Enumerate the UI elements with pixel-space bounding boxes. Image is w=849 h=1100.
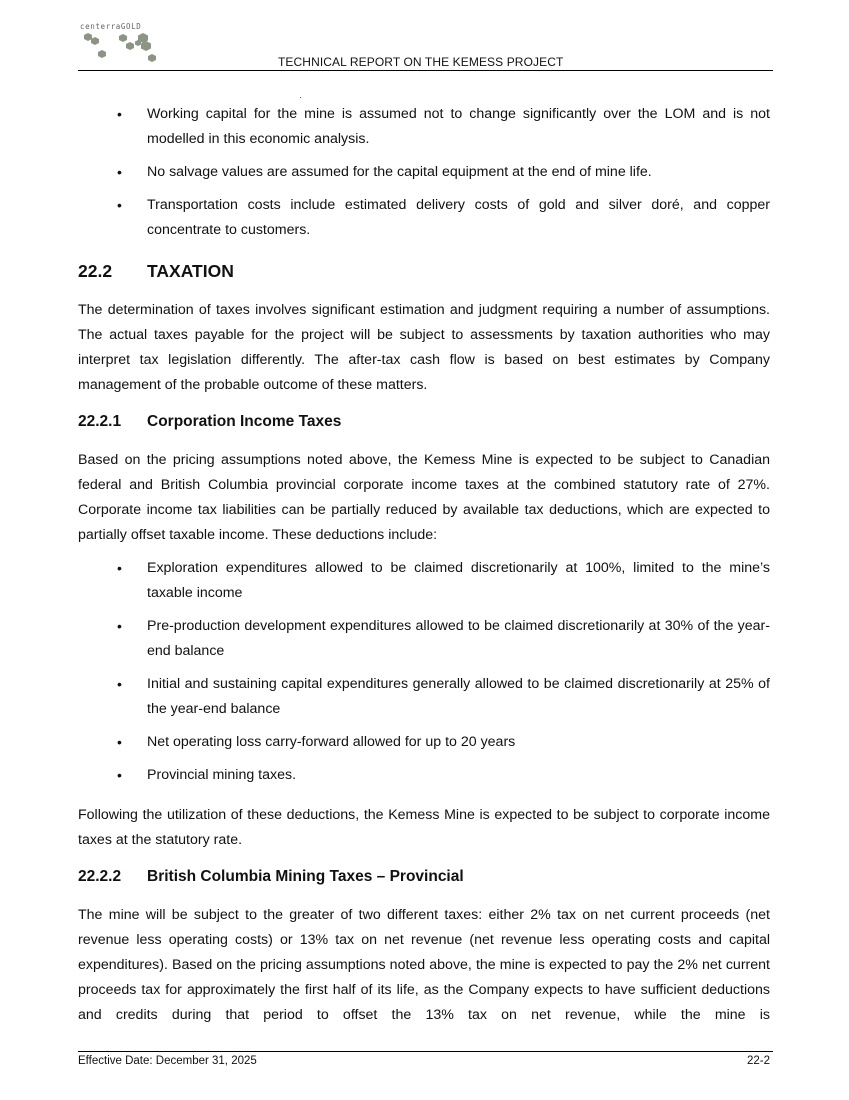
company-logo — [80, 22, 170, 67]
section-title: British Columbia Mining Taxes – Provincial — [147, 868, 464, 885]
section-heading-22-2-1 — [78, 413, 341, 431]
stray-mark — [300, 97, 301, 98]
list-item: • Provincial mining taxes. — [78, 763, 770, 788]
income-tax-closing-paragraph: Following the utilization of these deductions, the Kemess Mine is expected to be subject to corporate income taxes at the statutory rate. — [78, 807, 770, 848]
effective-date: Effective Date: December 31, 2025 — [78, 1055, 257, 1067]
list-item: • Working capital for the mine is assumed not to change significantly over the LOM and is not modelled in this economic analysis. — [78, 102, 770, 152]
header-divider — [78, 70, 773, 71]
section-heading-22-2 — [78, 261, 234, 282]
section-heading-22-2-2 — [78, 868, 464, 886]
list-item: • Initial and sustaining capital expenditures generally allowed to be claimed discretionarily at 25% of the year-end balance — [78, 672, 770, 722]
list-item: • Pre-production development expenditures allowed to be claimed discretionarily at 30% of the year-end balance — [78, 614, 770, 664]
section-title: TAXATION — [147, 261, 234, 281]
list-item: • No salvage values are assumed for the capital equipment at the end of mine life. — [78, 160, 770, 185]
section-title: Corporation Income Taxes — [147, 413, 342, 430]
logo-wordmark: centerraGOLD — [80, 22, 142, 31]
hexagon-cluster-icon — [80, 30, 170, 68]
mining-tax-paragraph: The mine will be subject to the greater of two different taxes: either 2% tax on net current proceeds (net revenue less operating costs) or 13% tax on net revenue (net revenue less operating costs and capital expenditures). Based on the pricing assumptions noted above, the mine is expected to pay the 2% net current proceeds tax for approximately the first half of its life, as the Company expects to have sufficient deductions and credits during that period to offset the 13% tax on net revenue, while the mine is — [78, 907, 770, 1023]
list-item: • Transportation costs include estimated delivery costs of gold and silver doré, and copper concentrate to customers. — [78, 193, 770, 243]
footer-divider — [78, 1051, 773, 1052]
taxation-paragraph: The determination of taxes involves significant estimation and judgment requiring a number of assumptions. The actual taxes payable for the project will be subject to assessments by taxation authorities who may interpret tax legislation differently. The after-tax cash flow is based on best estimates by Company management of the probable outcome of these matters. — [78, 302, 770, 393]
section-number: 22.2 — [78, 261, 113, 281]
report-title: TECHNICAL REPORT ON THE KEMESS PROJECT — [278, 55, 564, 69]
intro-bullet-list — [78, 102, 770, 251]
deductions-bullet-list — [78, 556, 770, 796]
income-tax-paragraph: Based on the pricing assumptions noted above, the Kemess Mine is expected to be subject to Canadian federal and British Columbia provincial corporate income taxes at the combined statutory rate of 27%. Corporate income tax liabilities can be partially reduced by available tax deductions, which are expected to partially offset taxable income. These deductions include: — [78, 452, 770, 543]
page-number: 22-2 — [746, 1055, 770, 1067]
list-item: • Net operating loss carry-forward allowed for up to 20 years — [78, 730, 770, 755]
list-item: • Exploration expenditures allowed to be claimed discretionarily at 100%, limited to the mine’s taxable income — [78, 556, 770, 606]
section-number: 22.2.1 — [78, 413, 122, 430]
section-number: 22.2.2 — [78, 868, 122, 885]
